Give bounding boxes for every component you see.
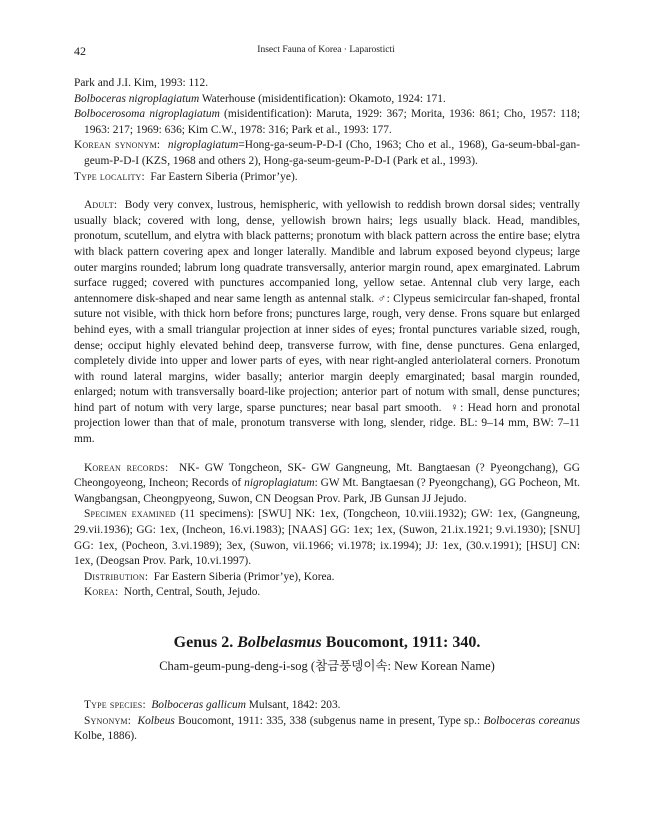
section-label: Adult — [84, 199, 114, 212]
specimens-examined: Specimen examined (11 specimens): [SWU] NK: 1ex, (Tongcheon, 10.viii.1932); GW: 1ex, (Gangneung, 29.vii.1936); GG: 1ex, (Incheon, 16.vi.1983); [NAAS] GG: 1ex; 1ex, (Suwon, 21.ix.1921; 9.vi.1930); [SNU] GG: 1ex, (Pocheon, 3.vi.1989); 3ex, (Suwon, vii.1966; vi.1978; ix.1994); JJ: 1ex, (30.v.1991); [HSU] CN: 1ex, (Deogsan Prov. Park, 10.vi.1997). — [74, 508, 580, 568]
korea-range: Korea: North, Central, South, Jejudo. — [84, 586, 261, 599]
taxon-name: Bolboceras nigroplagiatum — [74, 92, 200, 105]
synonymy-line: Bolboceras nigroplagiatum Waterhouse (misidentification): Okamoto, 1924: 171. — [74, 92, 446, 105]
section-label: Type locality — [74, 170, 142, 183]
taxon-name: Kolbeus — [137, 714, 175, 727]
section-label: Distribution — [84, 570, 145, 583]
female-symbol: ♀ — [450, 401, 461, 414]
section-label: Korean synonym — [74, 139, 157, 152]
type-species: Type species: Bolboceras gallicum Mulsant, 1842: 203. — [84, 699, 341, 711]
species-account — [74, 76, 580, 601]
genus-heading — [74, 633, 580, 675]
genus-synonym: Synonym: Kolbeus Boucomont, 1911: 335, 338 (subgenus name in present, Type sp.: Bolboceras coreanus Kolbe, 1886). — [74, 714, 580, 743]
korean-synonym: Korean synonym: nigroplagiatum=Hong-ga-seum-P-D-I (Cho, 1963; Cho et al., 1968), Ga-seum-bbal-gan-geum-P-D-I (KZS, 1968 and others 2), Hong-ga-seum-geum-P-D-I (Park et al., 1993). — [74, 139, 580, 167]
korean-records: Korean records: NK- GW Tongcheon, SK- GW Gangneung, Mt. Bangtaesan (? Pyeongchang), GG Cheongoyeong, Incheon; Records of nigroplagiatum: GW Mt. Bangtaesan (? Pyeongchang), GG Pocheon, Mt. Wangbangsan, Cheongpyeong, Suwon, CN Deogsan Prov. Park, JB Gunsan JJ Jejudo. — [74, 461, 580, 505]
genus-title: Genus 2. Bolbelasmus Boucomont, 1911: 340. — [173, 634, 481, 651]
taxon-name: Bolboceras coreanus — [483, 714, 580, 727]
page-header — [0, 44, 652, 58]
section-label: Korea — [84, 586, 116, 599]
synonymy-line: Bolbocerosoma nigroplagiatum (misidentification): Maruta, 1929: 367; Morita, 1936: 861; Cho, 1957: 118; 1963: 217; 1969: 636; Kim C.W., 1978: 316; Park et al., 1993: 177. — [74, 108, 580, 136]
taxon-name: nigroplagiatum — [167, 139, 239, 152]
taxon-name: Bolbocerosoma nigroplagiatum — [74, 108, 220, 121]
section-label: Type species — [84, 699, 143, 711]
genus-account — [74, 698, 580, 745]
section-label: Korean records — [84, 461, 165, 474]
taxon-name: nigroplagiatum — [244, 477, 315, 490]
genus-name: Bolbelasmus — [237, 634, 322, 651]
adult-description: Adult: Body very convex, lustrous, hemispheric, with yellowish to reddish brown dorsal sides; ventrally usually black; covered with long, dense, yellowish brown hairs; legs usually black. Head, mandibles, pronotum, scutellum, and elytra with black patterns; pronotum with black pattern across the entire base; elytra with black pattern covering apex and longer laterally. Mandible and labrum exposed beyond clypeus; large outer margins rounded; labrum long quadrate transversally, anterior margin round, apex emarginated. Labrum surface rugged; covered with punctures accompanied long, yellow setae. Antennal club very large, each antennomere disk-shaped and near same length as antennal stalk. ♂: Clypeus semicircular fan-shaped, frontal suture not visible, with thick horn before frons; punctures large, rough, very dense. Frons square but enlarged behind eyes, with a small triangular projection at inner sides of eyes; frontal punctures variable sized, rough, dense; occiput highly elevated behind deep, transverse furrow, with fine, dense punctures. Gena enlarged, completely divide into upper and lower parts of eyes, with near right-angled anteriolateral corners. Pronotum with round lateral margins, wider basally; anterior margin deeply emarginated; basal margin rounded, enlarged; notum with transversally board-like projection; anterior part of notum with small, dense punctures; hind part of notum with very large, sparse punctures; near basal part smooth. ♀: Head horn and pronotal projection lower than that of male, pronotum transverse with long, slender, ridge. BL: 9–14 mm, BW: 7–11 mm. — [74, 199, 580, 446]
section-label: Synonym — [84, 714, 128, 727]
synonymy-line: Park and J.I. Kim, 1993: 112. — [74, 77, 209, 89]
male-symbol: ♂ — [377, 292, 387, 305]
running-title: Insect Fauna of Korea · Laparosticti — [257, 45, 395, 55]
genus-korean-name: Cham-geum-pung-deng-i-sog (참금풍뎅이속: New Korean Name) — [159, 659, 495, 673]
section-label: Specimen examined — [84, 508, 176, 521]
page-number: 42 — [74, 44, 86, 58]
taxon-name: Bolboceras gallicum — [151, 699, 246, 711]
distribution: Distribution: Far Eastern Siberia (Primor’ye), Korea. — [84, 570, 335, 583]
type-locality: Type locality: Far Eastern Siberia (Primor’ye). — [74, 170, 298, 183]
